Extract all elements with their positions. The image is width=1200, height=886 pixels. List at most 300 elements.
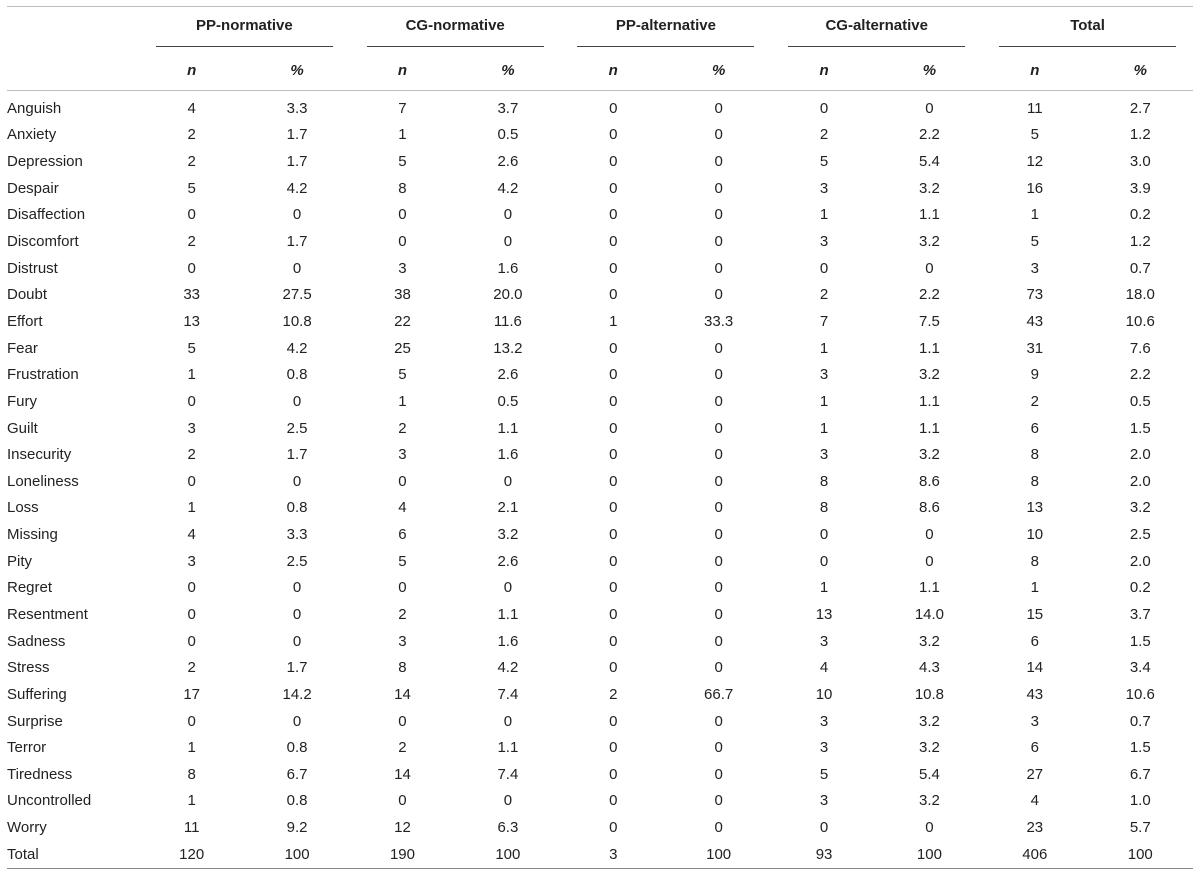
n-cell: 0: [609, 206, 618, 224]
pct-cell: 13.2: [493, 339, 523, 357]
n-cell: 2: [819, 286, 829, 304]
row-label: Resentment: [7, 605, 88, 623]
pct-cell: 2.0: [1129, 446, 1151, 464]
row-label: Disaffection: [7, 206, 86, 224]
n-cell: 0: [819, 552, 829, 570]
pct-cell: 3.2: [919, 739, 940, 757]
row-label: Stress: [7, 659, 50, 677]
pct-cell: 9.2: [286, 819, 308, 837]
n-cell: 0: [819, 526, 829, 544]
n-cell: 5: [187, 179, 196, 197]
n-cell: 1: [1030, 206, 1039, 224]
n-cell: 1: [819, 339, 829, 357]
n-cell: 0: [187, 605, 196, 623]
n-cell: 0: [609, 552, 618, 570]
pct-header: %: [290, 61, 304, 79]
n-cell: 0: [609, 526, 618, 544]
n-cell: 0: [609, 259, 618, 277]
pct-cell: 3.2: [497, 526, 519, 544]
n-cell: 1: [609, 312, 618, 330]
n-cell: 4: [187, 99, 196, 117]
pct-cell: 8.6: [919, 472, 940, 490]
pct-cell: 1.1: [497, 605, 519, 623]
n-cell: 6: [1030, 419, 1039, 437]
n-cell: 190: [350, 841, 455, 868]
table-row: [7, 601, 1193, 628]
pct-cell: 4.3: [919, 659, 940, 677]
n-cell: 2: [187, 153, 196, 171]
n-cell: 0: [609, 579, 618, 597]
n-cell: 5: [1030, 126, 1039, 144]
row-label: Depression: [7, 153, 83, 171]
pct-cell: 20.0: [493, 286, 523, 304]
row-label: Tiredness: [7, 765, 73, 783]
pct-cell: 3.2: [919, 712, 940, 730]
n-cell: 0: [187, 392, 196, 410]
pct-header: %: [501, 61, 515, 79]
pct-cell: 2.1: [497, 499, 519, 517]
pct-cell: 14.2: [282, 685, 312, 703]
table-row: [7, 91, 1193, 122]
table-row: [7, 681, 1193, 708]
pct-cell: 1.6: [497, 259, 519, 277]
table-row: [7, 841, 1193, 868]
pct-cell: 0: [714, 765, 723, 783]
pct-cell: 0: [714, 472, 723, 490]
n-cell: 3: [398, 259, 407, 277]
pct-cell: 1.7: [286, 126, 308, 144]
pct-cell: 0: [714, 659, 723, 677]
group-header-label: PP-alternative: [577, 11, 754, 47]
pct-cell: 7.6: [1129, 339, 1151, 357]
n-cell: 13: [1026, 499, 1044, 517]
table-row: [7, 708, 1193, 735]
n-cell: 6: [1030, 632, 1039, 650]
table-row: [7, 761, 1193, 788]
n-cell: 0: [609, 792, 618, 810]
pct-cell: 0: [714, 526, 723, 544]
n-header: n: [608, 61, 618, 79]
table-row: [7, 228, 1193, 255]
table-row: [7, 202, 1193, 229]
n-cell: 2: [1030, 392, 1039, 410]
pct-cell: 1.1: [919, 579, 940, 597]
pct-cell: 7.5: [919, 312, 940, 330]
n-cell: 8: [1030, 446, 1039, 464]
table-row: [7, 308, 1193, 335]
n-cell: 5: [819, 153, 829, 171]
pct-cell: 0: [714, 153, 723, 171]
pct-header: %: [922, 61, 937, 79]
row-label: Terror: [7, 739, 47, 757]
pct-cell: 2.6: [497, 552, 519, 570]
pct-cell: 10.6: [1125, 312, 1155, 330]
pct-cell: 8.6: [919, 499, 940, 517]
pct-cell: 10.6: [1125, 685, 1155, 703]
n-cell: 15: [1026, 605, 1044, 623]
row-label: Insecurity: [7, 446, 72, 464]
n-cell: 406: [982, 841, 1087, 868]
n-cell: 0: [609, 499, 618, 517]
n-cell: 3: [819, 792, 829, 810]
pct-cell: 3.0: [1129, 153, 1151, 171]
group-header-row: [7, 7, 1193, 51]
pct-cell: 10.8: [914, 685, 945, 703]
n-cell: 0: [609, 153, 618, 171]
n-cell: 0: [609, 99, 618, 117]
row-label: Regret: [7, 579, 53, 597]
pct-cell: 1.6: [497, 446, 519, 464]
pct-cell: 0: [714, 339, 723, 357]
table-body: [7, 91, 1193, 869]
table-row: [7, 495, 1193, 522]
pct-cell: 1.1: [919, 339, 940, 357]
row-label: Guilt: [7, 419, 38, 437]
n-cell: 0: [609, 472, 618, 490]
pct-cell: 18.0: [1125, 286, 1155, 304]
n-cell: 93: [771, 841, 876, 868]
pct-cell: 0: [292, 206, 302, 224]
pct-cell: 0: [292, 259, 302, 277]
n-cell: 33: [183, 286, 201, 304]
pct-cell: 100: [666, 841, 771, 868]
pct-cell: 3.2: [919, 632, 940, 650]
pct-cell: 3.2: [919, 446, 940, 464]
n-cell: 0: [609, 712, 618, 730]
n-cell: 0: [187, 712, 196, 730]
pct-cell: 3.2: [919, 179, 940, 197]
table-row: [7, 175, 1193, 202]
pct-cell: 0: [292, 472, 302, 490]
row-label: Frustration: [7, 366, 79, 384]
n-cell: 5: [819, 765, 829, 783]
row-label: Sadness: [7, 632, 66, 650]
n-cell: 11: [183, 819, 200, 837]
n-cell: 2: [187, 659, 196, 677]
row-label-header: [7, 7, 139, 51]
n-cell: 1: [398, 126, 407, 144]
n-cell: 25: [394, 339, 411, 357]
n-cell: 0: [609, 366, 618, 384]
pct-header: %: [711, 61, 726, 79]
n-cell: 3: [398, 446, 407, 464]
n-cell: 1: [187, 366, 196, 384]
n-cell: 0: [609, 659, 618, 677]
pct-cell: 1.2: [1129, 126, 1151, 144]
n-cell: 0: [398, 472, 407, 490]
n-cell: 6: [398, 526, 407, 544]
pct-cell: 3.2: [919, 792, 940, 810]
n-cell: 0: [398, 233, 407, 251]
n-cell: 2: [819, 126, 829, 144]
group-header-label: Total: [999, 11, 1176, 47]
table-row: [7, 788, 1193, 815]
n-cell: 27: [1026, 765, 1044, 783]
n-cell: 3: [819, 632, 829, 650]
pct-cell: 3.4: [1129, 659, 1151, 677]
n-cell: 8: [819, 472, 829, 490]
n-cell: 1: [1030, 579, 1039, 597]
pct-cell: 0: [292, 632, 302, 650]
pct-cell: 4.2: [286, 339, 308, 357]
n-cell: 0: [609, 765, 618, 783]
n-cell: 1: [187, 499, 196, 517]
n-cell: 0: [398, 712, 407, 730]
pct-cell: 1.6: [497, 632, 519, 650]
pct-cell: 1.7: [286, 233, 308, 251]
n-cell: 5: [398, 153, 407, 171]
n-cell: 0: [187, 206, 196, 224]
pct-cell: 2.7: [1129, 99, 1151, 117]
pct-cell: 0: [925, 526, 934, 544]
n-cell: 0: [609, 419, 618, 437]
n-cell: 4: [398, 499, 407, 517]
pct-cell: 2.2: [919, 126, 940, 144]
n-header: n: [187, 61, 197, 79]
group-header: [982, 7, 1193, 51]
pct-cell: 0: [714, 286, 723, 304]
n-cell: 3: [819, 739, 829, 757]
table-row: [7, 575, 1193, 602]
n-cell: 0: [819, 819, 829, 837]
pct-cell: 3.7: [497, 99, 519, 117]
pct-cell: 0: [714, 446, 723, 464]
row-label: Discomfort: [7, 233, 79, 251]
n-cell: 12: [1026, 153, 1044, 171]
pct-cell: 4.2: [286, 179, 308, 197]
n-cell: 7: [398, 99, 407, 117]
pct-cell: 0: [714, 605, 723, 623]
pct-cell: 100: [455, 841, 560, 868]
n-cell: 0: [609, 739, 618, 757]
n-header: n: [1030, 61, 1040, 79]
n-cell: 31: [1026, 339, 1044, 357]
pct-cell: 1.1: [497, 419, 519, 437]
n-cell: 4: [187, 526, 196, 544]
pct-cell: 3.2: [1129, 499, 1151, 517]
n-header: n: [819, 61, 829, 79]
n-cell: 8: [819, 499, 829, 517]
pct-cell: 0: [714, 792, 723, 810]
table-row: [7, 415, 1193, 442]
n-cell: 1: [398, 392, 407, 410]
pct-cell: 1.5: [1129, 632, 1151, 650]
row-label: Uncontrolled: [7, 792, 92, 810]
n-cell: 12: [394, 819, 411, 837]
pct-cell: 3.2: [919, 366, 940, 384]
n-cell: 0: [609, 605, 618, 623]
pct-cell: 2.5: [1129, 526, 1151, 544]
n-cell: 0: [609, 392, 618, 410]
group-header: [350, 7, 561, 51]
pct-cell: 0.5: [497, 392, 519, 410]
n-cell: 0: [609, 632, 618, 650]
n-cell: 13: [815, 605, 833, 623]
pct-cell: 2.0: [1129, 552, 1151, 570]
pct-cell: 0: [714, 392, 723, 410]
n-cell: 0: [819, 99, 829, 117]
pct-cell: 100: [877, 841, 982, 868]
n-cell: 0: [609, 819, 618, 837]
pct-cell: 0: [292, 712, 302, 730]
n-cell: 0: [398, 579, 407, 597]
table-row: [7, 441, 1193, 468]
row-label: Anguish: [7, 99, 62, 117]
pct-cell: 0: [503, 579, 513, 597]
pct-cell: 3.7: [1129, 605, 1151, 623]
n-cell: 2: [187, 233, 196, 251]
pct-cell: 3.3: [286, 526, 308, 544]
pct-cell: 3.3: [286, 99, 308, 117]
n-cell: 2: [187, 126, 196, 144]
pct-cell: 0.8: [286, 739, 308, 757]
n-cell: 5: [398, 366, 407, 384]
pct-cell: 0: [925, 819, 934, 837]
n-cell: 0: [819, 259, 829, 277]
n-cell: 10: [1026, 526, 1044, 544]
row-label: Missing: [7, 526, 58, 544]
n-cell: 0: [609, 339, 618, 357]
pct-cell: 4.2: [497, 659, 519, 677]
n-cell: 0: [609, 179, 618, 197]
n-cell: 13: [183, 312, 201, 330]
pct-cell: 1.5: [1129, 739, 1151, 757]
n-cell: 2: [187, 446, 196, 464]
table-row: [7, 255, 1193, 282]
table-row: [7, 468, 1193, 495]
pct-cell: 0: [714, 366, 723, 384]
row-label: Worry: [7, 819, 47, 837]
n-cell: 38: [394, 286, 411, 304]
pct-cell: 1.5: [1129, 419, 1151, 437]
n-cell: 6: [1030, 739, 1039, 757]
pct-cell: 1.7: [286, 659, 308, 677]
pct-cell: 1.1: [497, 739, 519, 757]
table-row: [7, 122, 1193, 149]
pct-cell: 0: [714, 499, 723, 517]
n-cell: 14: [1026, 659, 1044, 677]
n-cell: 17: [183, 685, 201, 703]
row-label: Fear: [7, 339, 38, 357]
pct-cell: 0: [292, 579, 302, 597]
group-header-label: PP-normative: [156, 11, 333, 47]
row-label: Pity: [7, 552, 33, 570]
row-label: Total: [7, 841, 139, 868]
n-cell: 2: [609, 685, 618, 703]
pct-cell: 0: [925, 552, 934, 570]
pct-cell: 2.0: [1129, 472, 1151, 490]
n-cell: 5: [1030, 233, 1039, 251]
n-cell: 1: [819, 206, 829, 224]
pct-cell: 2.6: [497, 366, 519, 384]
n-cell: 0: [609, 233, 618, 251]
row-label: Despair: [7, 179, 59, 197]
n-cell: 3: [398, 632, 407, 650]
pct-cell: 100: [1088, 841, 1193, 868]
pct-cell: 5.7: [1129, 819, 1151, 837]
group-header-label: CG-normative: [367, 11, 544, 47]
n-cell: 23: [1026, 819, 1044, 837]
pct-cell: 0.5: [497, 126, 519, 144]
row-label: Doubt: [7, 286, 48, 304]
n-cell: 22: [394, 312, 411, 330]
pct-cell: 0: [714, 126, 723, 144]
pct-cell: 0: [714, 259, 723, 277]
table-row: [7, 148, 1193, 175]
group-header: [139, 7, 350, 51]
n-cell: 11: [1027, 99, 1043, 117]
pct-cell: 0.8: [286, 792, 308, 810]
n-cell: 8: [1030, 472, 1039, 490]
n-cell: 3: [819, 179, 829, 197]
pct-cell: 0: [714, 632, 723, 650]
pct-cell: 7.4: [497, 685, 519, 703]
pct-cell: 6.7: [1129, 765, 1151, 783]
subheader-row: [7, 50, 1193, 91]
pct-cell: 6.7: [286, 765, 308, 783]
pct-cell: 5.4: [919, 765, 940, 783]
n-cell: 2: [398, 419, 407, 437]
pct-cell: 0.7: [1129, 712, 1151, 730]
pct-cell: 0: [503, 792, 513, 810]
table-row: [7, 548, 1193, 575]
table-row: [7, 361, 1193, 388]
pct-cell: 0.7: [1129, 259, 1151, 277]
group-header: [561, 7, 772, 51]
pct-cell: 0.8: [286, 499, 308, 517]
pct-cell: 1.7: [286, 153, 308, 171]
pct-cell: 0: [714, 739, 723, 757]
group-header-label: CG-alternative: [788, 11, 965, 47]
row-label: Surprise: [7, 712, 63, 730]
n-cell: 0: [398, 206, 407, 224]
n-cell: 3: [187, 552, 196, 570]
pct-cell: 2.2: [919, 286, 940, 304]
pct-cell: 0: [292, 392, 302, 410]
n-cell: 73: [1026, 286, 1044, 304]
table-row: [7, 521, 1193, 548]
pct-cell: 11.6: [493, 312, 522, 330]
n-cell: 0: [187, 472, 196, 490]
table-row: [7, 281, 1193, 308]
pct-cell: 0: [503, 712, 513, 730]
n-cell: 0: [609, 446, 618, 464]
n-cell: 0: [609, 286, 618, 304]
n-cell: 3: [187, 419, 196, 437]
pct-cell: 0.8: [286, 366, 308, 384]
pct-cell: 4.2: [497, 179, 519, 197]
n-cell: 0: [187, 259, 196, 277]
pct-cell: 1.7: [286, 446, 308, 464]
n-cell: 0: [187, 632, 196, 650]
row-label: Effort: [7, 312, 43, 330]
pct-cell: 0: [714, 712, 723, 730]
pct-header: %: [1133, 61, 1147, 79]
row-label-subheader: [7, 50, 139, 91]
n-cell: 3: [561, 841, 666, 868]
pct-cell: 0: [925, 99, 934, 117]
pct-cell: 14.0: [914, 605, 945, 623]
table-row: [7, 734, 1193, 761]
n-cell: 10: [815, 685, 833, 703]
pct-cell: 10.8: [282, 312, 312, 330]
pct-cell: 0: [503, 206, 513, 224]
pct-cell: 6.3: [497, 819, 519, 837]
row-label: Loneliness: [7, 472, 79, 490]
n-cell: 1: [819, 392, 829, 410]
n-cell: 8: [398, 179, 407, 197]
n-cell: 120: [139, 841, 244, 868]
